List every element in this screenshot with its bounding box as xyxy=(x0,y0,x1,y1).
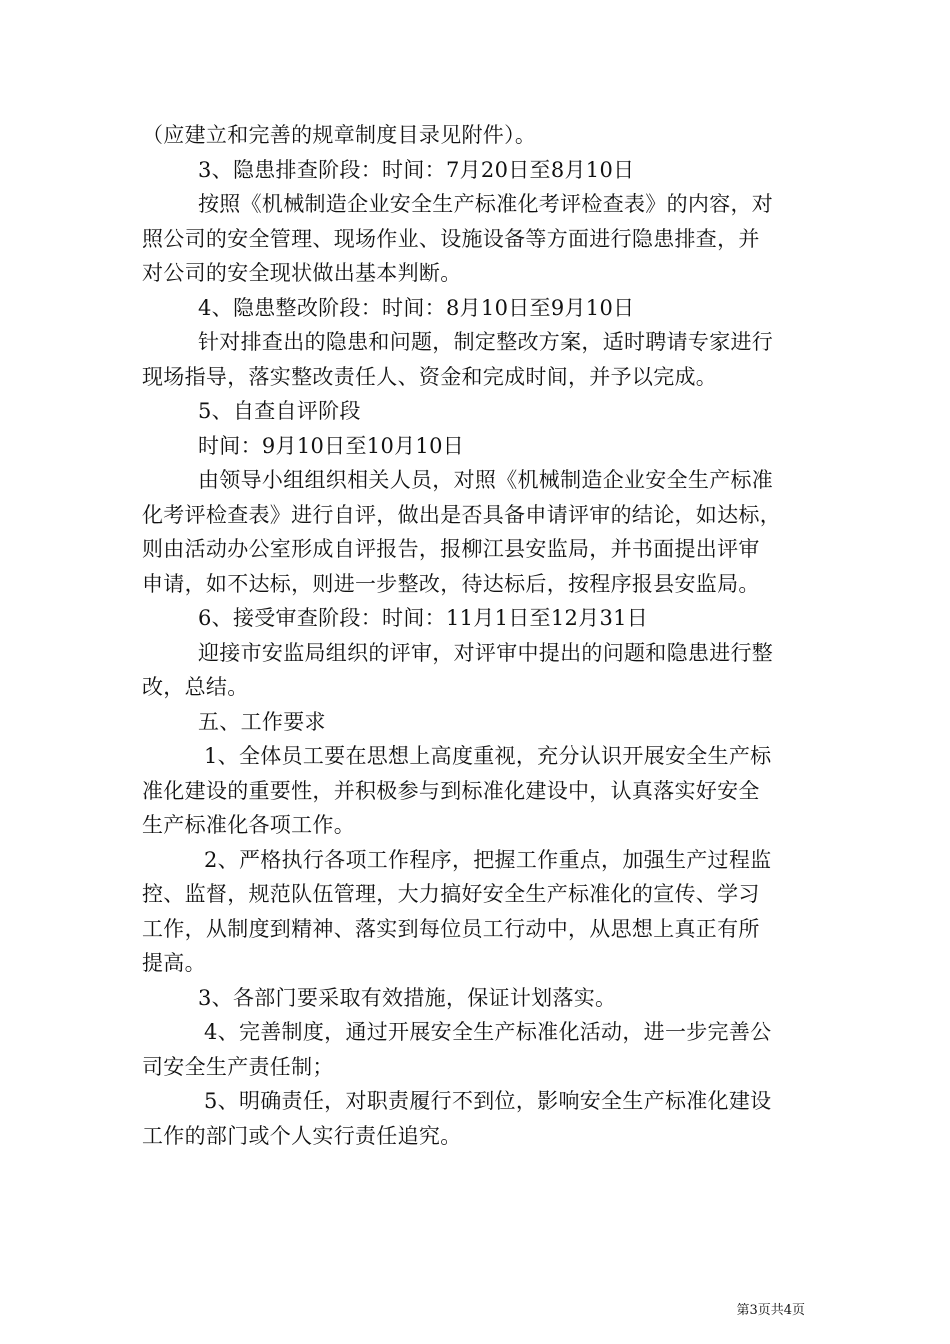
requirement-3: 3、各部门要采取有效措施，保证计划落实。 xyxy=(198,985,617,1010)
text-line: 申请，如不达标，则进一步整改，待达标后，按程序报县安监局。 xyxy=(142,571,760,596)
text-line: 司安全生产责任制； xyxy=(142,1054,334,1079)
requirement-5: 5、明确责任，对职责履行不到位，影响安全生产标准化建设 xyxy=(204,1089,772,1113)
text-line: 现场指导，落实整改责任人、资金和完成时间，并予以完成。 xyxy=(142,364,718,389)
text-line: 准化建设的重要性，并积极参与到标准化建设中，认真落实好安全 xyxy=(142,778,760,803)
text-line: 工作的部门或个人实行责任追究。 xyxy=(142,1123,462,1148)
text-line: 生产标准化各项工作。 xyxy=(142,813,355,837)
requirement-1: 1、全体员工要在思想上高度重视，充分认识开展安全生产标 xyxy=(204,744,772,768)
page-number-footer: 第3页共4页 xyxy=(736,1303,805,1318)
stage-6-heading: 6、接受审查阶段：时间：11月1日至12月31日 xyxy=(198,606,649,630)
text-line: 时间：9月10日至10月10日 xyxy=(198,433,465,458)
text-line: （应建立和完善的规章制度目录见附件）。 xyxy=(142,123,537,147)
text-line: 则由活动办公室形成自评报告，报柳江县安监局，并书面提出评审 xyxy=(142,537,760,561)
requirement-2: 2、严格执行各项工作程序，把握工作重点，加强生产过程监 xyxy=(204,847,772,872)
text-line: 迎接市安监局组织的评审，对评审中提出的问题和隐患进行整 xyxy=(198,640,774,665)
text-line: 按照《机械制造企业安全生产标准化考评检查表》的内容，对 xyxy=(198,192,774,216)
requirement-4: 4、完善制度，通过开展安全生产标准化活动，进一步完善公 xyxy=(204,1020,772,1044)
text-line: 对公司的安全现状做出基本判断。 xyxy=(142,261,462,285)
text-line: 由领导小组组织相关人员，对照《机械制造企业安全生产标准 xyxy=(198,468,774,492)
text-line: 化考评检查表》进行自评，做出是否具备申请评审的结论，如达标， xyxy=(142,502,781,527)
text-line: 提高。 xyxy=(142,951,206,975)
text-line: 工作，从制度到精神、落实到每位员工行动中，从思想上真正有所 xyxy=(142,916,760,941)
text-line: 控、监督，规范队伍管理，大力搞好安全生产标准化的宣传、学习 xyxy=(142,882,760,906)
text-line: 针对排查出的隐患和问题，制定整改方案，适时聘请专家进行 xyxy=(198,330,774,354)
stage-5-heading: 5、自查自评阶段 xyxy=(198,399,361,423)
text-line: 改，总结。 xyxy=(142,675,249,699)
stage-4-heading: 4、隐患整改阶段：时间：8月10日至9月10日 xyxy=(198,295,635,320)
document-body xyxy=(142,118,814,1153)
stage-3-heading: 3、隐患排查阶段：时间：7月20日至8月10日 xyxy=(198,157,635,182)
text-line: 照公司的安全管理、现场作业、设施设备等方面进行隐患排查，并 xyxy=(142,226,760,251)
section-heading-work-requirements: 五、工作要求 xyxy=(198,709,326,734)
